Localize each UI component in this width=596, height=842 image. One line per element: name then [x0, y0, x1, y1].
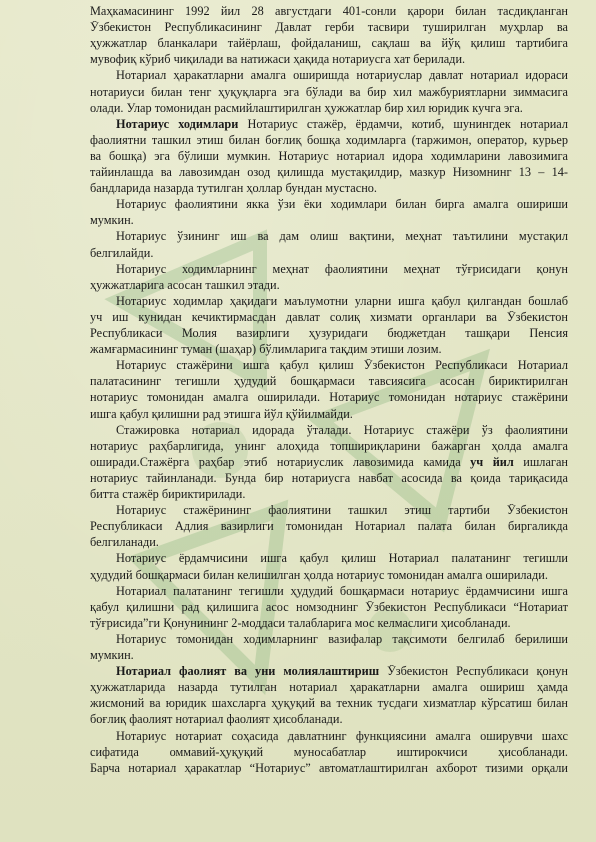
text-span: мувофиқ кўриб чиқилади ва натижаси ҳақида нотариусга хат берилади.	[90, 53, 466, 67]
text-line	[90, 456, 568, 469]
text-span: ишга қабул қилишни рад этишга йўл қўйилмайди.	[90, 407, 353, 421]
text-line	[90, 214, 568, 227]
text-span: Нотариус томонидан ходимларнинг вазифалар тақсимоти белгилаб берилиши	[116, 632, 568, 646]
text-span: ҳужжатларида назарда тутилган нотариал ҳаракатларни амалга ошириш ҳамда	[90, 681, 568, 695]
text-line	[90, 391, 568, 404]
text-span: нотариус тайинланади. Бунда бир нотариусга навбат асосида ва қоида тариқасида	[90, 471, 568, 485]
text-span: Нотариус стажёр, ёрдамчи, котиб, шунингдек нотариал	[238, 117, 568, 131]
text-span: тўғрисида”ги Қонунининг 2-моддаси талабларига мос келмаслиги ҳисобланади.	[90, 616, 511, 630]
text-line	[90, 617, 568, 630]
text-line	[116, 230, 568, 243]
text-span: Нотариус нотариат соҳасида давлатнинг функциясини амалга оширувчи шахс	[116, 729, 568, 743]
text-line	[90, 311, 568, 324]
text-span: мумкин.	[90, 214, 134, 228]
text-line	[116, 198, 568, 211]
text-line	[90, 649, 568, 662]
text-span: уч иш кунидан кечиктирмасдан давлат солиқ хизмати органлари ва Ўзбекистон	[90, 310, 568, 324]
text-span: нотариус томонидан амалга оширилади. Нотариус томонидан нотариус стажёрини	[90, 391, 568, 405]
text-span: нотариус раҳбарлигида, унинг алоҳида топшириқларини бажарган ҳолда амалга	[90, 439, 568, 453]
text-line	[90, 601, 568, 614]
text-span: Нотариал палатанинг тегишли ҳудудий бошқармаси нотариус ёрдамчисини ишга	[116, 584, 568, 598]
text-span: ҳужжатлар бланкалари тайёрлаш, фойдаланиш, сақлаш ва йўқ қилиш тартибига	[90, 37, 568, 51]
text-line	[90, 343, 568, 356]
text-span: ишлаган	[513, 455, 568, 469]
text-line	[90, 37, 568, 50]
text-line	[116, 504, 568, 517]
text-span: палатасининг тегишли ҳудудий бошқармаси тавсиясига асосан бириктирилган	[90, 375, 568, 389]
text-span: боғлиқ фаолият нотариал фаолият ҳисобланади.	[90, 713, 343, 727]
text-line	[116, 295, 568, 308]
text-span: мумкин.	[90, 649, 134, 662]
text-line	[90, 150, 568, 163]
text-line	[90, 182, 568, 195]
text-span: Нотариус ёрдамчисини ишга қабул қилиш Нотариал палатанинг тегишли	[116, 552, 568, 566]
text-line	[90, 762, 568, 775]
text-span: Ўзбекистон Республикаси қонун	[379, 665, 568, 679]
text-line	[90, 569, 568, 582]
text-span: бандларида назарда тутилган ҳоллар бундан мустасно.	[90, 182, 378, 196]
text-line	[90, 488, 568, 501]
text-line	[90, 166, 568, 179]
text-line	[90, 53, 568, 66]
text-line	[116, 118, 568, 131]
text-span: ва бошқа) эга бўлиши мумкин. Нотариус нотариал идора ходимларини лавозимига	[90, 149, 568, 163]
text-span: жисмоний ва юридик шахсларга ҳуқуқий ва техник тусдаги хизматлар кўрсатиш билан	[90, 697, 568, 711]
text-line	[116, 263, 568, 276]
text-span: Ўзбекистон Республикасининг Давлат герби тасвири туширилган муҳрлар ва	[90, 21, 568, 35]
text-line	[90, 5, 568, 18]
text-line	[90, 408, 568, 421]
text-line	[90, 440, 568, 453]
text-line	[116, 730, 568, 743]
text-span: олади. Улар томонидан расмийлаштирилган ҳужжатлар бир хил юридик кучга эга.	[90, 101, 523, 115]
text-line	[116, 585, 568, 598]
bold-heading: Нотариал фаолият ва уни молиялаштириш	[116, 665, 380, 679]
text-line	[90, 375, 568, 388]
text-span: Стажировка нотариал идорада ўталади. Нотариус стажёри ўз фаолиятини	[116, 423, 568, 437]
text-span: Республикаси Адлия вазирлиги томонидан Нотариал палата билан биргаликда	[90, 520, 568, 534]
bold-heading: Нотариус ходимлари	[116, 117, 239, 131]
text-line	[90, 247, 568, 260]
text-span: Маҳкамасининг 1992 йил 28 августдаги 401-сонли қарори билан тасдиқланган	[90, 5, 568, 18]
text-line	[90, 697, 568, 710]
text-line	[90, 746, 568, 759]
text-line	[116, 69, 568, 82]
text-span: Нотариус стажёрининг фаолиятини ташкил этиш тартиби Ўзбекистон	[116, 504, 568, 518]
text-line	[90, 536, 568, 549]
text-span: оширади.Стажёрга раҳбар этиб нотариуслик лавозимида камида	[90, 455, 471, 469]
text-span: сифатида оммавий-ҳуқуқий муносабатлар иштирокчиси ҳисобланади.	[90, 745, 568, 759]
text-span: Нотариал ҳаракатларни амалга оширишда нотариуслар давлат нотариал идораси	[116, 69, 568, 83]
text-line	[116, 359, 568, 372]
text-line	[90, 681, 568, 694]
text-line	[116, 424, 568, 437]
text-span: фаолиятни ташкил этиш билан боғлиқ бошқа ходимларга (таржимон, оператор, курьер	[90, 133, 568, 147]
text-span: нотариуси билан тенг ҳуқуқларга эга бўлади ва бир хил мажбуриятларни зиммасига	[90, 85, 568, 99]
text-span: Барча нотариал ҳаракатлар “Нотариус” автоматлаштирилган ахборот тизими орқали	[90, 761, 568, 775]
text-span: қабул қилишни рад қилишига асос номзоднинг Ўзбекистон Республикаси “Нотариат	[90, 600, 568, 614]
text-span: белгилайди.	[90, 246, 154, 260]
text-line	[116, 665, 568, 678]
text-line	[116, 633, 568, 646]
text-span: Республикаси Молия вазирлиги ҳузуридаги бюджетдан ташқари Пенсия	[90, 327, 568, 340]
text-span: ҳудудий бошқармаси билан келишилган ҳолда нотариус томонидан амалга оширилади.	[90, 568, 548, 582]
text-line	[90, 86, 568, 99]
bold-term: уч йил	[470, 455, 514, 469]
text-span: Нотариус ходимлар ҳақидаги маълумотни уларни ишга қабул қилгандан бошлаб	[116, 294, 568, 308]
text-span: Нотариус ходимларнинг меҳнат фаолиятини меҳнат тўғрисидаги қонун	[116, 262, 568, 276]
text-span: ҳужжатларига асосан ташкил этади.	[90, 278, 280, 292]
text-line	[90, 520, 568, 533]
text-line	[116, 552, 568, 565]
text-span: битта стажёр бириктирилади.	[90, 488, 246, 501]
text-line	[90, 713, 568, 726]
text-line	[90, 327, 568, 340]
text-span: Нотариус ўзининг иш ва дам олиш вақтини, меҳнат таътилини мустақил	[116, 230, 568, 244]
text-span: Нотариус стажёрини ишга қабул қилиш Ўзбекистон Республикаси Нотариал	[116, 359, 568, 373]
text-line	[90, 134, 568, 147]
text-line	[90, 279, 568, 292]
text-span: жамғармасининг туман (шаҳар) бўлимларига тақдим этиши лозим.	[90, 343, 442, 357]
text-line	[90, 21, 568, 34]
text-line	[90, 102, 568, 115]
text-span: тайинлашда ва лавозимдан озод қилишда мустақилдир, мазкур Низомнинг 13 – 14-	[90, 166, 568, 179]
text-span: Нотариус фаолиятини якка ўзи ёки ходимлари билан бирга амалга ошириши	[116, 198, 568, 212]
text-span: белгиланади.	[90, 536, 159, 550]
text-line	[90, 472, 568, 485]
